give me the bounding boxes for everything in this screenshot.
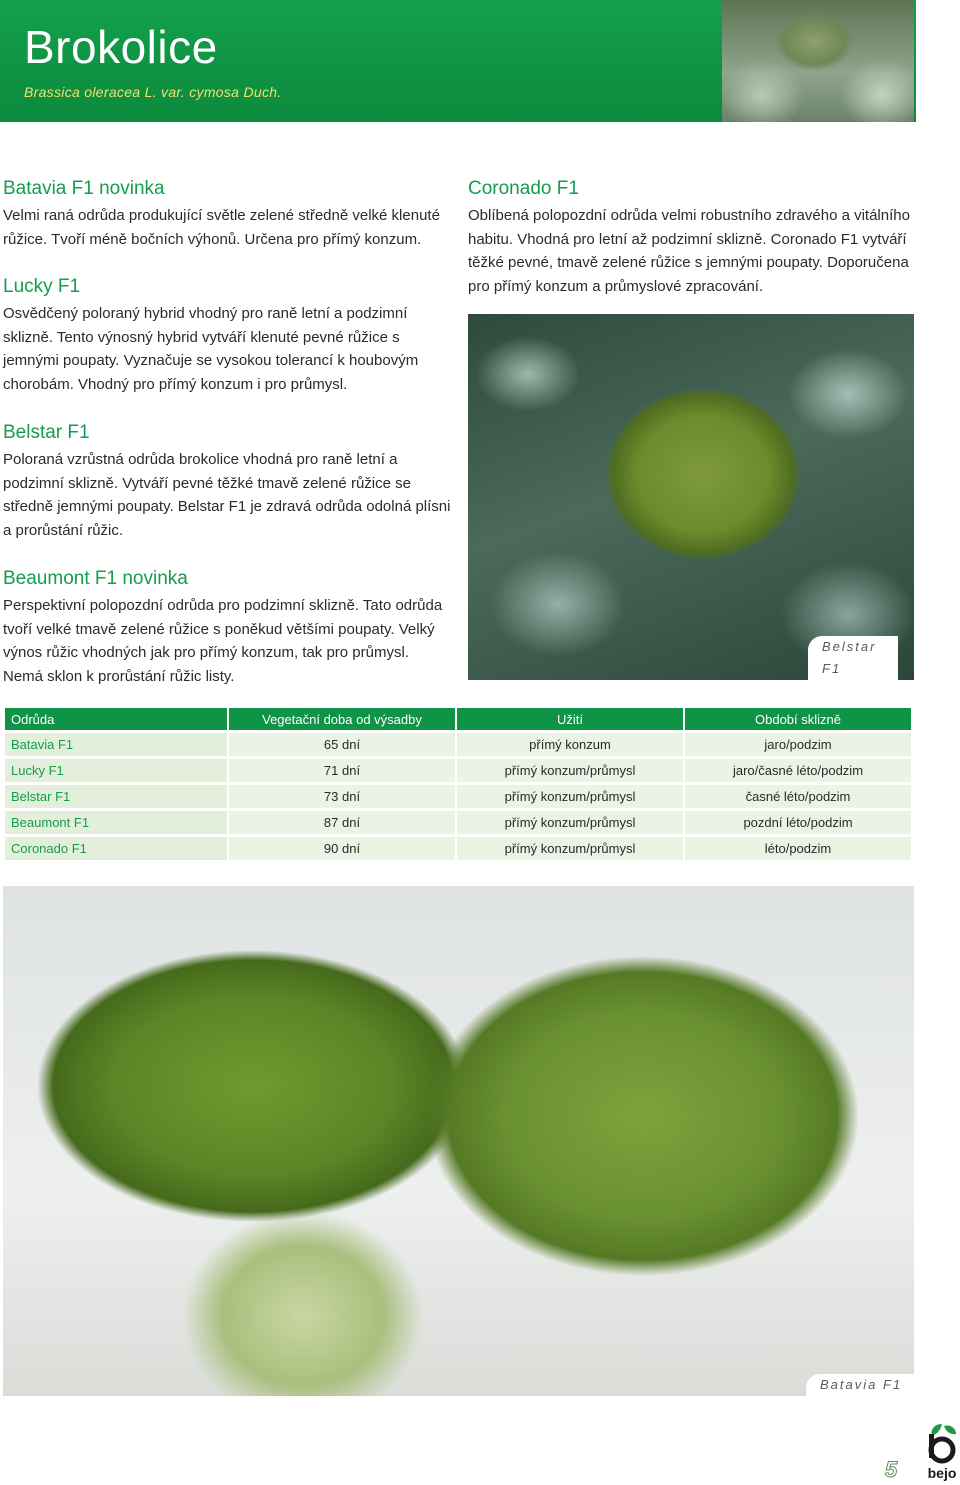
latin-name: Brassica oleracea L. var. cymosa Duch. bbox=[24, 84, 282, 100]
variety-batavia bbox=[3, 178, 443, 251]
table-row bbox=[5, 733, 911, 756]
table-cell: 90 dní bbox=[229, 837, 455, 860]
table-cell: 71 dní bbox=[229, 759, 455, 782]
variety-description: Oblíbená polopozdní odrůda velmi robustního zdravého a vitálního habitu. Vhodná pro letní až podzimní sklizně. Coronado F1 vytváří těžké pevné, tmavě zelené růžice s jemnými poupaty. Doporučena pro přímý konzum a průmyslové zpracování. bbox=[468, 207, 910, 295]
table-cell: jaro/časné léto/podzim bbox=[685, 759, 911, 782]
variety-beaumont bbox=[3, 568, 443, 688]
table-header-row bbox=[5, 708, 911, 730]
table-cell: přímý konzum bbox=[457, 733, 683, 756]
batavia-photo bbox=[3, 886, 914, 1396]
table-cell: přímý konzum/průmysl bbox=[457, 785, 683, 808]
table-cell: pozdní léto/podzim bbox=[685, 811, 911, 834]
table-cell: léto/podzim bbox=[685, 837, 911, 860]
variety-lucky bbox=[3, 276, 433, 396]
variety-description: Osvědčený poloraný hybrid vhodný pro raně letní a podzimní sklizně. Tento výnosný hybrid vytváří klenuté pevné růžice s jemnými poupaty. Vyznačuje se vysokou tolerancí k houbovým chorobám. Vhodný pro přímý konzum i pro průmysl. bbox=[3, 305, 419, 393]
variety-description: Poloraná vzrůstná odrůda brokolice vhodná pro raně letní a podzimní sklizně. Vytváří pevné těžké tmavě zelené růžice se středně jemnými poupaty. Belstar F1 je zdravá odrůda odolná plísni a prorůstání růžic. bbox=[3, 451, 451, 539]
page-number: 5 bbox=[885, 1457, 898, 1482]
table-cell: Batavia F1 bbox=[5, 733, 227, 756]
variety-coronado bbox=[468, 178, 914, 298]
table-cell: Belstar F1 bbox=[5, 785, 227, 808]
table-row bbox=[5, 837, 911, 860]
logo-text: bejo bbox=[927, 1465, 957, 1481]
column-header-vegetation: Vegetační doba od výsadby bbox=[229, 708, 455, 730]
table-cell: přímý konzum/průmysl bbox=[457, 837, 683, 860]
variety-title: Batavia F1 novinka bbox=[3, 178, 165, 199]
bejo-logo bbox=[924, 1420, 960, 1482]
page-header bbox=[0, 0, 916, 122]
column-header-variety: Odrůda bbox=[5, 708, 227, 730]
photo-caption: Batavia F1 bbox=[806, 1374, 914, 1396]
table-cell: Lucky F1 bbox=[5, 759, 227, 782]
table-cell: přímý konzum/průmysl bbox=[457, 811, 683, 834]
table-row bbox=[5, 759, 911, 782]
variety-table bbox=[3, 705, 913, 863]
belstar-photo bbox=[468, 314, 914, 680]
header-broccoli-photo bbox=[722, 0, 914, 122]
table-cell: 87 dní bbox=[229, 811, 455, 834]
table-row bbox=[5, 811, 911, 834]
table-cell: 65 dní bbox=[229, 733, 455, 756]
variety-title: Coronado F1 bbox=[468, 178, 579, 199]
table-cell: Beaumont F1 bbox=[5, 811, 227, 834]
table-cell: Coronado F1 bbox=[5, 837, 227, 860]
variety-belstar bbox=[3, 422, 453, 542]
column-header-use: Užití bbox=[457, 708, 683, 730]
variety-description: Velmi raná odrůda produkující světle zelené středně velké klenuté růžice. Tvoří méně bočních výhonů. Určena pro přímý konzum. bbox=[3, 207, 440, 248]
table-cell: přímý konzum/průmysl bbox=[457, 759, 683, 782]
table-cell: jaro/podzim bbox=[685, 733, 911, 756]
table-cell: časné léto/podzim bbox=[685, 785, 911, 808]
column-header-harvest: Období sklizně bbox=[685, 708, 911, 730]
table-cell: 73 dní bbox=[229, 785, 455, 808]
table-row bbox=[5, 785, 911, 808]
page-title: Brokolice bbox=[24, 21, 218, 73]
variety-title: Beaumont F1 novinka bbox=[3, 568, 188, 589]
variety-description: Perspektivní polopozdní odrůda pro podzimní sklizně. Tato odrůda tvoří velké tmavě zelené růžice s poněkud většími poupaty. Velký výnos růžic vhodných jak pro přímý konzum, tak pro průmysl. Nemá sklon k prorůstání růžic listy. bbox=[3, 597, 443, 685]
variety-title: Lucky F1 bbox=[3, 276, 81, 297]
photo-caption: Belstar F1 bbox=[808, 636, 898, 680]
variety-title: Belstar F1 bbox=[3, 422, 90, 443]
